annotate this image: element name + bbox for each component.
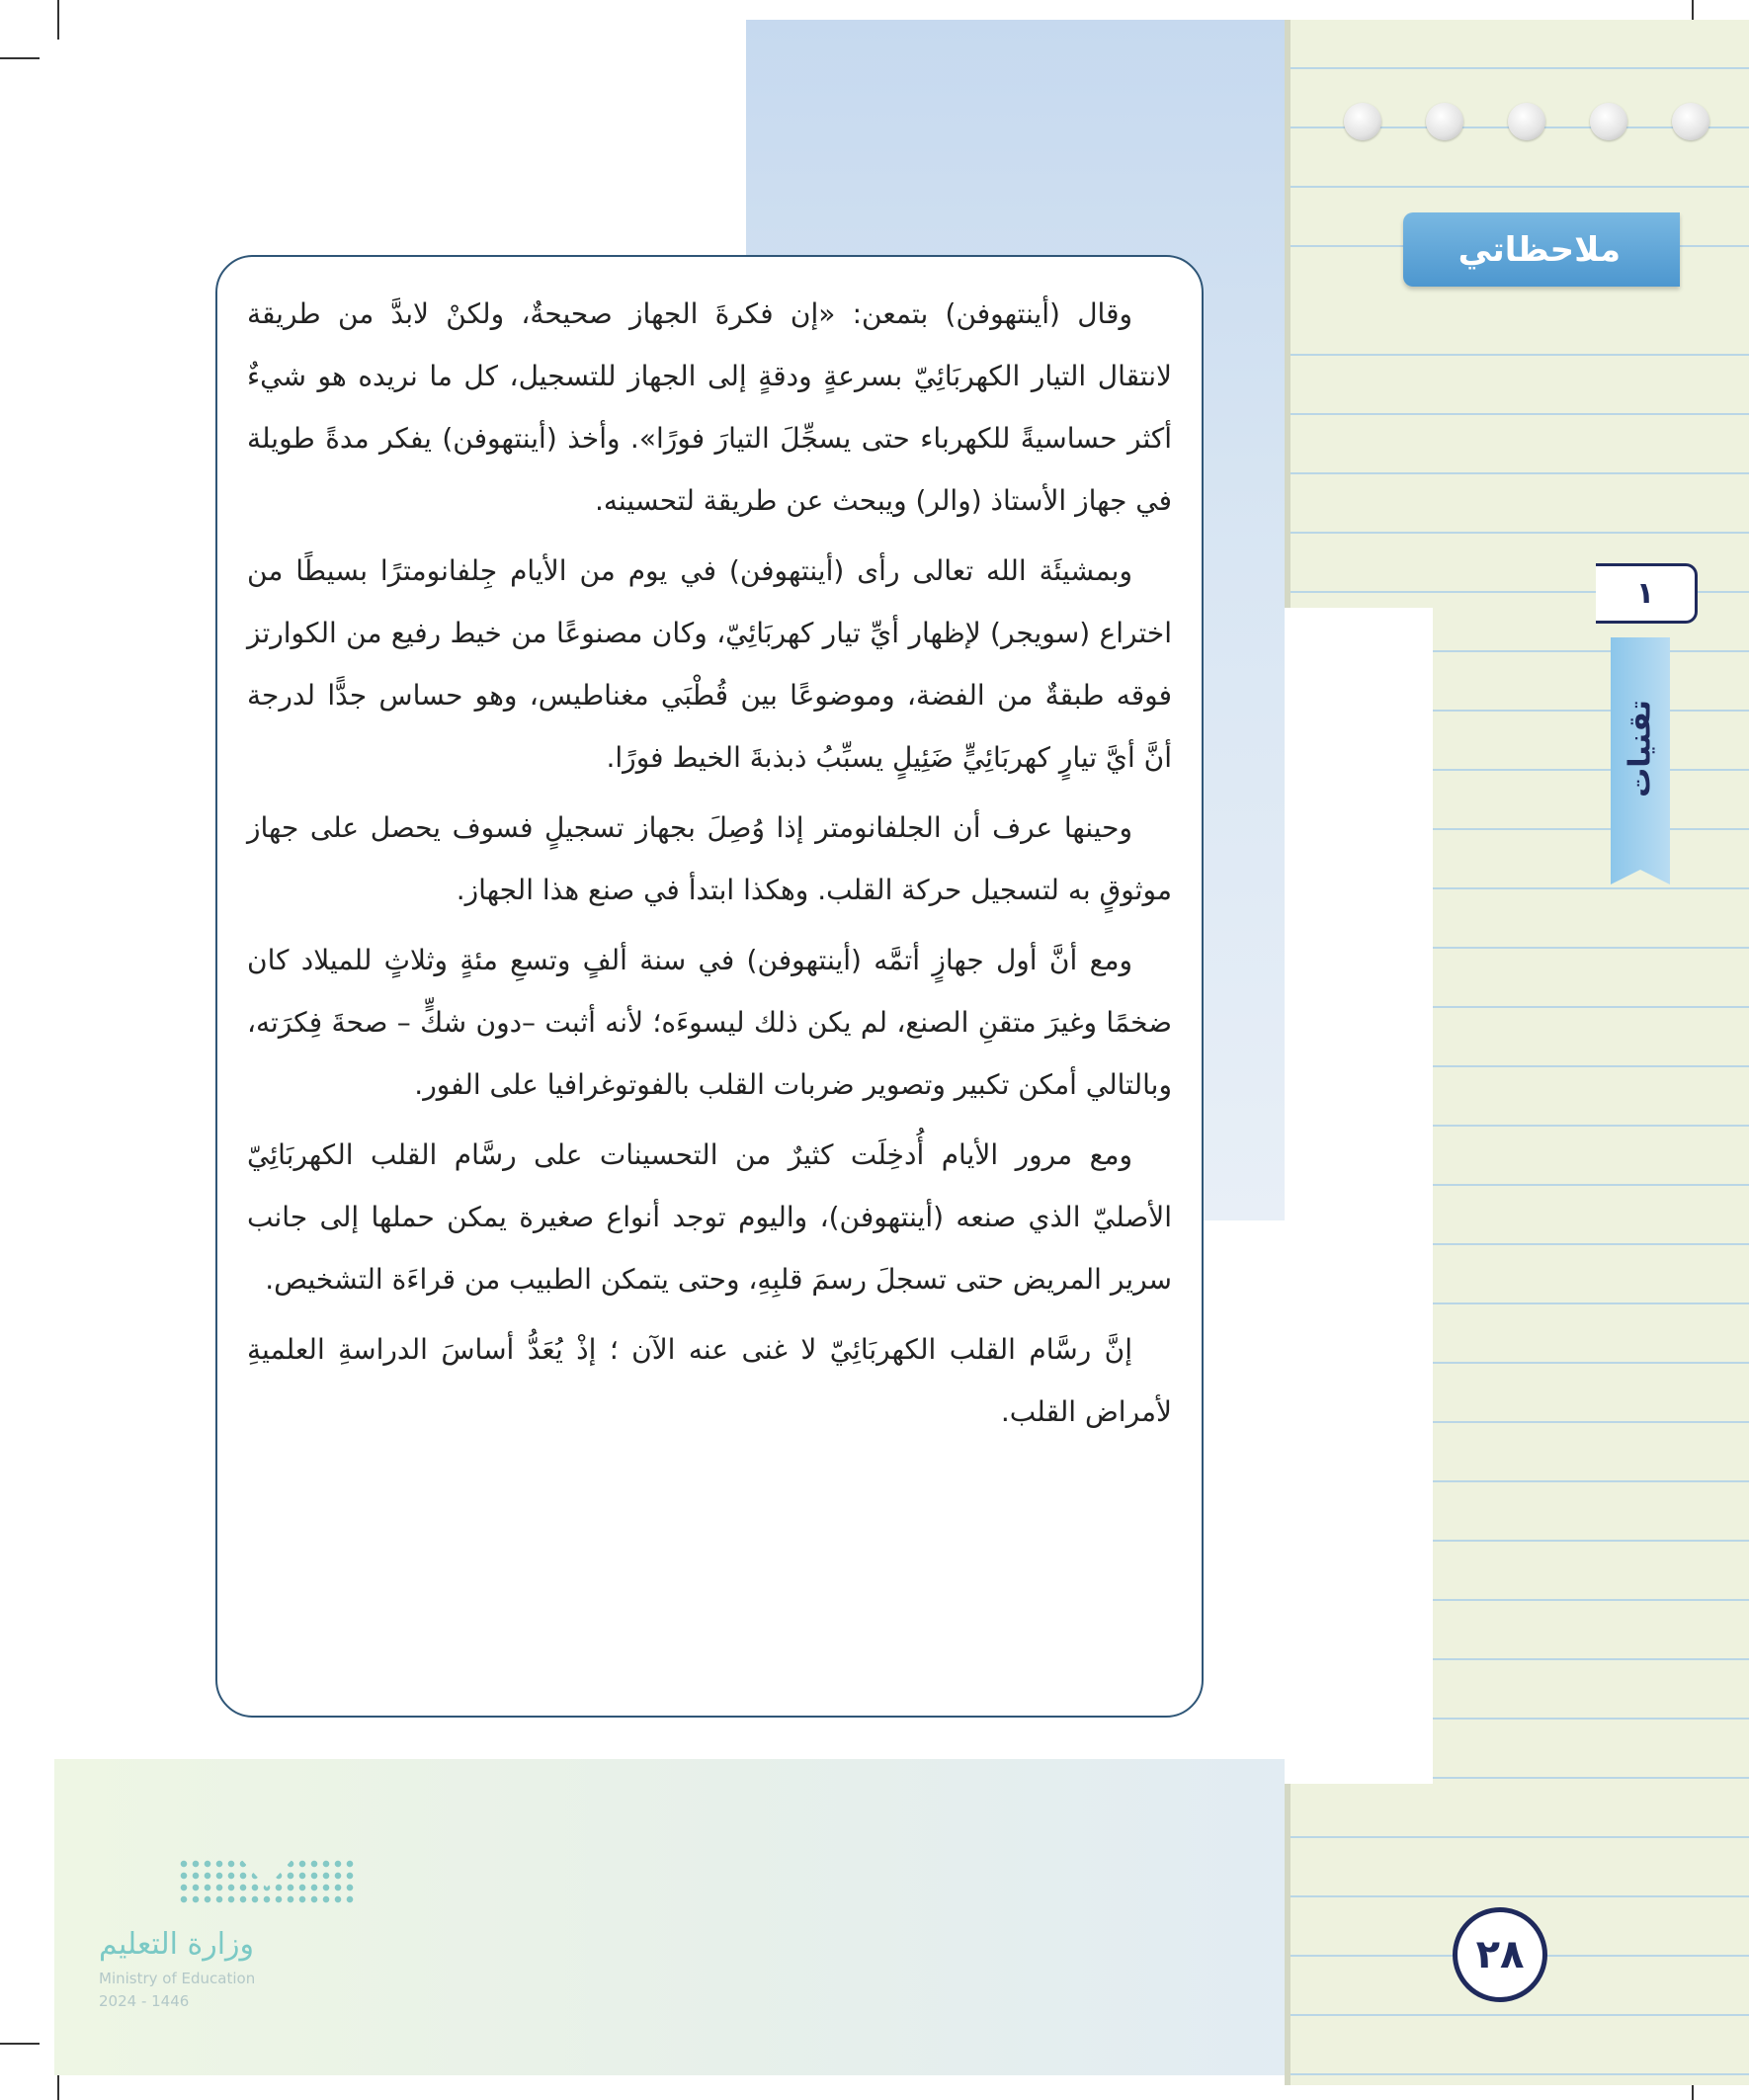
page-bottom-background xyxy=(54,1759,1290,2075)
binder-ring-icon xyxy=(1508,103,1545,140)
crop-mark xyxy=(0,57,40,59)
unit-number: ١ xyxy=(1635,576,1655,611)
notes-title xyxy=(1403,212,1680,287)
paragraph: وحينها عرف أن الجلفانومتر إذا وُصِلَ بجهاز تسجيلٍ فسوف يحصل على جهاز موثوقٍ به لتسجيل حركة القلب. وهكذا ابتدأ في صنع هذا الجهاز. xyxy=(247,811,1172,906)
ministry-name-english: Ministry of Education xyxy=(99,1970,256,1987)
paragraph: إنَّ رسَّام القلب الكهربَائِيّ لا غنى عنه الآن ؛ إذْ يُعَدُّ أساسَ الدراسةِ العلميةِ لأمراض القلب. xyxy=(247,1333,1172,1428)
binder-ring-icon xyxy=(1344,103,1381,140)
crop-mark xyxy=(0,2043,40,2045)
paragraph: وقال (أينتهوفن) بتمعن: «إن فكرةَ الجهاز صحيحةٌ، ولكنْ لابدَّ من طريقة لانتقال التيار الكهربَائِيّ بسرعةٍ ودقةٍ إلى الجهاز للتسجيل، كل ما نريده هو شيءٌ أكثر حساسيةً للكهرباء حتى يسجِّلَ التيارَ فورًا». وأخذ (أينتهوفن) يفكر مدةً طويلة في جهاز الأستاذ (والر) ويبحث عن طريقة لتحسينه. xyxy=(247,297,1172,517)
notes-title-text: ملاحظاتي xyxy=(1458,229,1621,270)
binder-ring-icon xyxy=(1590,103,1627,140)
side-tab-label: تقنيات xyxy=(1623,700,1658,798)
paragraph: وبمشيئَة الله تعالى رأى (أينتهوفن) في يوم من الأيام جِلفانومترًا بسيطًا من اختراع (سويجر) لإظهار أيِّ تيار كهربَائِيّ، وكان مصنوعًا من خيط رفيع من الكوارتز فوقه طبقةٌ من الفضة، وموضوعًا بين قُطْبَي مغناطيس، وهو حساس جدًّا لدرجة أنَّ أيَّ تيارٍ كهربَائِيٍّ ضَئِيلٍ يسبِّبُ ذبذبةَ الخيط فورًا. xyxy=(247,554,1172,774)
paragraph: ومع مرور الأيام أُدخِلَت كثيرٌ من التحسينات على رسَّام القلب الكهربَائِيّ الأصليّ الذي صنعه (أينتهوفن)، واليوم توجد أنواع صغيرة يمكن حملها إلى جانب سرير المريض حتى تسجلَ رسمَ قلبِهِ، وحتى يتمكن الطبيب من قراءَة التشخيص. xyxy=(247,1138,1172,1296)
ministry-name-arabic: وزارة التعليم xyxy=(99,1927,255,1962)
page-number xyxy=(1453,1907,1547,2002)
binder-ring-icon xyxy=(1426,103,1463,140)
ministry-year: 2024 - 1446 xyxy=(99,1992,190,2010)
notebook-cutout xyxy=(1285,608,1433,1784)
page-number-text: ٢٨ xyxy=(1475,1932,1525,1977)
crop-mark xyxy=(57,0,59,40)
paragraph: ومع أنَّ أول جهازٍ أتمَّه (أينتهوفن) في سنة ألفٍ وتسعِ مئةٍ وثلاثٍ للميلاد كان ضخمًا وغيرَ متقنِ الصنع، لم يكن ذلك ليسوءَه؛ لأنه أثبت –دون شكٍّ – صحةَ فِكرَته، وبالتالي أمكن تكبير وتصوير ضربات القلب بالفوتوغرافيا على الفور. xyxy=(247,944,1172,1101)
reading-text-box xyxy=(215,255,1204,1718)
unit-number-box xyxy=(1596,563,1698,624)
binder-ring-icon xyxy=(1672,103,1709,140)
